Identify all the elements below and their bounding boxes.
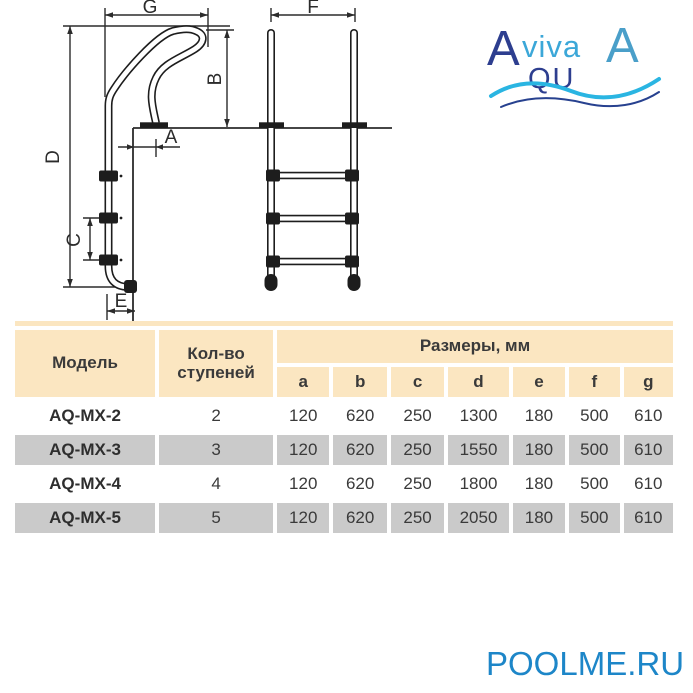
header-dim-f: f — [569, 367, 619, 397]
value-cell: 250 — [391, 435, 444, 465]
ladder-technical-drawing — [0, 0, 460, 330]
dimension-label-g: G — [142, 0, 158, 18]
value-cell: 180 — [513, 469, 565, 499]
value-cell: 500 — [569, 401, 619, 431]
table-top-border — [15, 321, 673, 326]
value-cell: 500 — [569, 503, 619, 533]
header-steps: Кол-во ступеней — [159, 330, 273, 397]
value-cell: 120 — [277, 503, 329, 533]
value-cell: 250 — [391, 503, 444, 533]
model-cell: AQ-MX-4 — [15, 469, 155, 499]
value-cell: 620 — [333, 503, 386, 533]
value-cell: 1800 — [448, 469, 508, 499]
header-model: Модель — [15, 330, 155, 397]
value-cell: 180 — [513, 401, 565, 431]
dimension-label-f: F — [307, 0, 319, 18]
value-cell: 610 — [624, 503, 673, 533]
logo-letter-a2: A — [606, 19, 639, 73]
header-sizes: Размеры, мм — [277, 330, 673, 363]
dimension-label-a: A — [164, 127, 178, 148]
header-dim-c: c — [391, 367, 444, 397]
header-dim-b: b — [333, 367, 386, 397]
steps-cell: 5 — [159, 503, 273, 533]
dimension-label-c: C — [64, 233, 85, 247]
aquaviva-logo — [487, 20, 665, 116]
value-cell: 610 — [624, 401, 673, 431]
value-cell: 610 — [624, 469, 673, 499]
table-row — [15, 401, 673, 431]
table-header-row — [15, 330, 673, 363]
value-cell: 120 — [277, 401, 329, 431]
value-cell: 500 — [569, 435, 619, 465]
dimension-label-e: E — [114, 291, 128, 312]
deck-flange — [259, 122, 284, 128]
rail-bottom-cap — [265, 274, 278, 291]
logo-wave-icon — [487, 74, 665, 116]
header-dim-d: d — [448, 367, 508, 397]
model-cell: AQ-MX-5 — [15, 503, 155, 533]
model-cell: AQ-MX-3 — [15, 435, 155, 465]
value-cell: 500 — [569, 469, 619, 499]
value-cell: 180 — [513, 435, 565, 465]
steps-cell: 4 — [159, 469, 273, 499]
steps-cell: 2 — [159, 401, 273, 431]
value-cell: 1300 — [448, 401, 508, 431]
value-cell: 620 — [333, 435, 386, 465]
value-cell: 180 — [513, 503, 565, 533]
dimension-label-b: B — [205, 72, 226, 86]
logo-text-viva: viva — [522, 29, 582, 64]
dimension-label-d: D — [43, 150, 64, 164]
value-cell: 620 — [333, 401, 386, 431]
value-cell: 250 — [391, 401, 444, 431]
poolme-watermark: POOLME.RU — [486, 645, 685, 682]
logo-text-qu: QU — [528, 63, 576, 95]
header-dim-a: a — [277, 367, 329, 397]
value-cell: 620 — [333, 469, 386, 499]
ladder-front-view — [259, 33, 367, 291]
steps-cell: 3 — [159, 435, 273, 465]
logo-letter-a1: A — [487, 22, 520, 76]
value-cell: 2050 — [448, 503, 508, 533]
table-row — [15, 435, 673, 465]
handrail-side-view — [99, 29, 203, 293]
value-cell: 250 — [391, 469, 444, 499]
value-cell: 1550 — [448, 435, 508, 465]
table-row — [15, 503, 673, 533]
rungs — [266, 170, 359, 268]
spec-table — [11, 317, 677, 537]
header-dim-e: e — [513, 367, 565, 397]
deck-flange — [342, 122, 367, 128]
header-dim-g: g — [624, 367, 673, 397]
value-cell: 610 — [624, 435, 673, 465]
table-row — [15, 469, 673, 499]
model-cell: AQ-MX-2 — [15, 401, 155, 431]
value-cell: 120 — [277, 469, 329, 499]
rail-bottom-cap — [348, 274, 361, 291]
value-cell: 120 — [277, 435, 329, 465]
